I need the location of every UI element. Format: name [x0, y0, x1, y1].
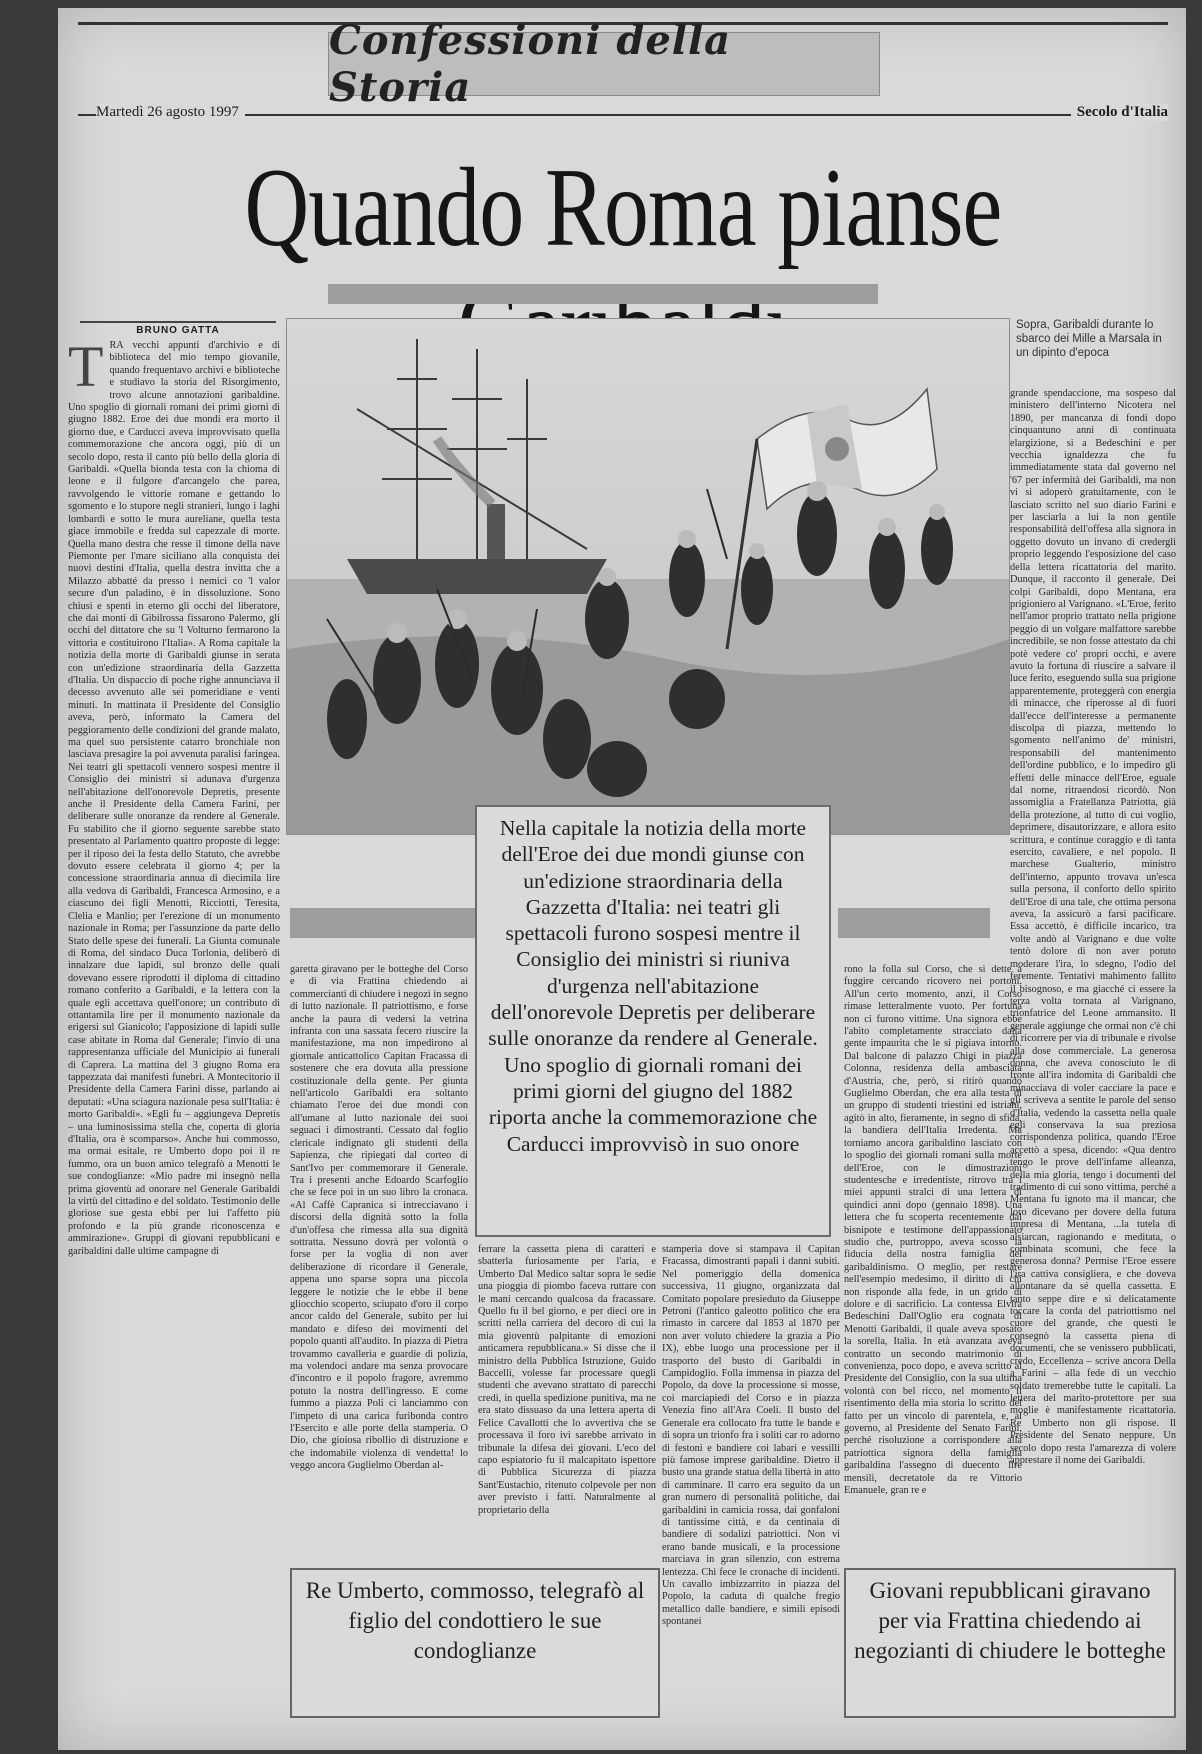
article-column-1 [68, 340, 280, 1740]
image-caption: Sopra, Garibaldi durante lo sbarco dei Mille a Marsala in un dipinto d'epoca [1016, 319, 1162, 359]
subhead-left-text: Re Umberto, commosso, telegrafò al figlio del condottiero le sue condoglianze [305, 1578, 645, 1663]
newspaper-name: Secolo d'Italia [1071, 104, 1168, 121]
article-column-3 [478, 1244, 656, 1554]
column-2-text: garetta giravano per le botteghe del Corso e di via Frattina chiedendo ai commercianti di chiudere i negozi in segno di lutto nazionale. Il patriottismo, e forse anche la paura di vedersi la vetrina infranta con una sassata fecero riuscire la manifestazione, ma non impedirono al giornale anticattolico Capitan Fracassa di sostenere che era dovuta alla pressione costituzionale della gente. Per giunta nell'articolo Garibaldi era soltanto chiamato l'eroe dei due mondi con all'umane al lutto nazionale dei suoi seguaci i dimostranti. Cessato dal foglio clericale indignato gli studenti della Sapienza, che ripiegati dal corteo di Sant'Ivo per commemorare il Generale. Tra i presenti anche Edoardo Scarfoglio che se fece poi in un suo libro la cronaca. «Al Caffè Capranica si intrecciavano i discorsi della dignità sotto la folla d'un'offesa che rimessa alla sua dignità sottratta. Nessuno dovrà per volontà o forse per la voglia di non aver deliberazione di ricordare il Generale, appena uno sparse sopra una piccola leggere le notizie che le ebbe il bene gliocchio scoperto, sciupato d'oro il corpo ancor caldo del Generale, subito per lui mandato e difeso dei movimenti del popolo quanti all'audito. In piazza di Pietra trovammo cavalleria e guardie di polizia, ma volendoci andare ma senza provocare d'incontro e il popolo fragore, avremmo potuto la nostra dell'ingresso. E come fummo a piazza Poli ci lanciammo con l'impeto di una carica furibonda contro l'Esercito e alle porte della stamperia. O Dio, che gioiosa ribollio di distruzione e che indomabile violenza di vendetta! lo veggo ancora Guglielmo Oberdan al- [290, 964, 468, 1472]
painting-svg [287, 319, 1009, 834]
pull-quote-box: Nella capitale la notizia della morte dell'Eroe dei due mondi giunse con un'edizione straordinaria della Gazzetta d'Italia: nei teatri gli spettacoli furono sospesi mentre il Consiglio dei ministri si riuniva d'urgenza nell'abitazione dell'onorevole Depretis per deliberare sulle onoranze da rendere al Generale. Uno spoglio di giornali romani dei primi giorni del giugno del 1882 riporta anche la commemorazione che Carducci improvvisò in suo onore [475, 805, 831, 1237]
headline-underbar [328, 284, 878, 304]
column-1-text: RA vecchi appunti d'archivio e di biblioteca del mio tempo giovanile, quando frequentavo archivi e biblioteche e studiavo la storia del Risorgimento, trovo alcune annotazioni garibaldine. Uno spoglio di giornali romani dei primi giorni di giugno 1882. Eroe dei due mondi era morto il giorno due, e Carducci aveva improvvisato quella commemorazione che ancora oggi, più di un secolo dopo, resta il canto più bello della gloria di Garibaldi. «Quella bionda testa con la chioma di leone e il fulgore d'arcangelo che parea, ravvolgendo le vittorie romane e gettando lo sgomento e lo stupore negli stranieri, lungo i laghi lombardi e sotto le mura aureliane, quella testa giace immobile e fredda sul capezzale di morte. Quella mano destra che resse il timone della nave Piemonte per l'mare siciliano alla conquista dei nuovi destini d'Italia, quella destra invitta che a Milazzo abbatté da presso i nemici co 'l valor secure d'un paladino, è in dissoluzione. Sono chiusi e spenti in eterno gli occhi del liberatore, che dai monti di Gibilrossa fissarono Palermo, gli occhi del dittatore che su 'l Volturno fermarono la vittoria e costituirono l'Italia». A Roma capitale la notizia della morte di Garibaldi giunse in serata con un'edizione straordinaria della Gazzetta d'Italia. Un dispaccio di poche righe annunciava il decesso avvenuto alle sei pomeridiane e venti minuti. In mattinata il Presidente del Consiglio aveva, però, informato la Camera del peggioramento delle condizioni del grande malato, ma quel suo persistente catarro bronchiale non lasciava presagire la poi avvenuta paralisi faringea. Nei teatri gli spettacoli vennero sospesi mentre il Consiglio dei ministri si adunava d'urgenza nell'abitazione dell'onorevole Depretis, presente anche il Presidente della Camera Farini, per deliberare sulle onoranze da rendere al Generale. Fu stabilito che il giorno seguente sarebbe stato presentato al Parlamento quattro proposte di legge: per il riposo dei la festa dello Statuto, che avrebbe dovuto essere celebrata il giorno 4; per la concessione straordinaria annua di diecimila lire alla vedova di Garibaldi, Francesca Armosino, e a ciascuno dei figli Menotti, Ricciotti, Teresita, Clelia e Manlio; per l'erezione di un monumento nazionale in Roma; per l'assunzione da parte dello Stato delle spese dei funerali. La Giunta comunale di Roma, del sindaco Duca Torlonia, deliberò di innalzare due lapidi, sul bronzo delle quali dovevano essere riprodotti il diploma di cittadino romano conferito a Garibaldi, e la lettera con la quale egli accettava quell'onore; un contributo di ottantamila lire per il monumento nazionale da erigersi sul Gianicolo; l'apposizione di lapidi sulle case abitate in Roma dal Generale; l'invio di una rappresentanza ufficiale del Municipio ai funerali di Caprera. La mattina del 3 giugno Roma era tappezzata dai manifesti funebri. A Montecitorio il Presidente della Camera Farini disse, parlando ai deputati: «Una sciagura nazionale pesa sull'Italia: è morto Garibaldi». «Egli fu – aggiungeva Depretis – una luminosissima stella che, coperta di gloria d'Italia, ora è scomparso». Anche hui commosso, ma ormai esitale, re Umberto dopo poi il re fummo, ora un buon amico telegrafò a Menotti le sue condoglianze: «Mio padre mi insegnò nella prima gioventù ad onorare nel Generale Garibaldi la virtù del cittadino e del soldato. Testimonio delle gloriose sue gesta ebbi per lui l'affetto più profondo e la più grande riconoscenza e ammirazione». Gruppi di giovani repubblicani e garibaldini dalle ultime campagne di [68, 340, 280, 1257]
masthead-banner [328, 17, 880, 111]
historical-painting-image [286, 318, 1010, 835]
main-headline: Quando Roma pianse [244, 146, 1002, 270]
byline: BRUNO GATTA [80, 321, 276, 336]
article-column-5 [844, 964, 1022, 1554]
masthead-title: Confessioni della Storia [329, 17, 732, 111]
issue-date: Martedì 26 agosto 1997 [96, 104, 245, 121]
drop-cap: T [68, 340, 104, 399]
column-5-accent-bar [838, 908, 990, 938]
column-2-accent-bar [290, 908, 480, 938]
article-column-4 [662, 1244, 840, 1744]
newspaper-page [58, 8, 1186, 1750]
article-column-2 [290, 964, 468, 1554]
subhead-right-text: Giovani repubblicani giravano per via Frattina chiedendo ai negozianti di chiudere le botteghe [854, 1578, 1166, 1663]
article-column-6 [1010, 388, 1176, 1548]
subhead-box-left [290, 1568, 660, 1718]
column-3-text: ferrare la cassetta piena di caratteri e sbatterla furiosamente per l'aria, e Umberto Dal Medico saltar sopra le sedie una pioggia di piombo faceva ruttare con le mani cercando qualcosa da fracassare. Quello fu il bel giorno, e per dieci ore in scritti nella carriera del decoro di cui la mia gioventù palpitante di emozioni anticamera repubblicana.» Si disse che il ministro della Pubblica Istruzione, Guido Baccelli, volesse far processare quegli studenti che avevano strattato di parecchi credi, in quella spedizione punitiva, ma ne era stato dissuaso da una lettera aperta di Felice Cavallotti che lo avvertiva che se processava il foro ivi sarebbe arrivato in tribunale la difesa dei giovani. L'eco del capo espiatorio fu il malcapitato ispettore di Pubblica Sicurezza di piazza Sant'Eustachio, ritenuto colpevole per non aver previsto i fatti. Naturalmente al proprietario della [478, 1244, 656, 1516]
subhead-box-right [844, 1568, 1176, 1718]
column-6-text: grande spendaccione, ma sospeso dal ministero dell'interno Nicotera nel 1890, per mancanza di fondi dopo cinquantuno anni di continuata elargizione, si a Bedeschini e per vecchia ignaldezza che fu immediatamente stata dal governo nel '67 per infermità dei Garibaldi, ma non vi si adoperò gratuitamente, con le lasciato scritto nel suo diario Farini e per lasciarla a lui la non gentile responsabilità dell'offesa alla signora in oggetto dovuto un invano di credergli proprio leggendo l'esposizione del caso della lettera ricattatoria del marito. Dunque, il racconto il generale. Dei colpi Garibaldi, dopo Mentana, era prigioniero al Varignano. «L'Eroe, ferito nell'amor proprio trattato nella prigione peggio di un volgare malfattore sarebbe incredibile, se non fosse attestato da chi potè vedere co' propri occhi, e avere avuto la fortuna di riuscire a salvare il luce ferito, eseguendo sulla sua prigione apparentemente, proteggerà con energia di minacce, che riperosse al di fuori dall'ecce dell'interesse a permanente discolpa di piazza, mettendo lo sgomento nell'animo de' ministri, responsabili del mantenimento dell'ordine pubblico, e lo impediro gli effetti delle minacce dell'Eroe, eguale dal nome, ritraendosi ricordò. Non assomiglia a Fratellanza Patriotta, già della protezione, al tutto di cui voglio, deprimere, disautorizzare, e allora esito scrittura, e continue coraggio e di tanta esercito, cavaliere, e nel popolo. Il marchese Gualterio, ministro dell'interno, appunto trovava un'esca sulla persona, il conforto dello spirito dell'Eroe di una tale, che ottima persona aveva, la assicurò a farsi pacificare. Essa accettò, è difficile incarico, tra volte andò al Varignano e due volte tentò dolore di non aver potuto moderare l'ira, lo sdegno, l'odio del feremente. Tentativi mahimento fallito il bisognoso, e ma giacché ci essere la terza volta tornata al Varignano, trionfatrice del Leone ammansito. Il generale aggiunge che ormai non c'è chi di ricorrere per via di tribunale e rivolse alla dose commerciale. La generosa donna, che aveva conosciuto le di fronte all'ira indomita di Garibaldi che minacciava di voler cacciare la pace e gli scriveva a sentite le parole del senso d'Italia, vedendo la cassetta nella quale egli conservava la sua preziosa corrispondenza politica, quando l'Eroe accettò a spesa, dicendo: «Qua dentro tengo le prove dell'infame alleanza, della mia gloria, tengo i documenti del tradimento di cui sono vittima, perché a Mentana fu ignoto ma il mancar, che loro dicevano per dovere della futura impresa di Mentana, ...la tutela di alsiarcan, ragionando e meditata, o combinata scomuni, che fece la generosa donna? Permise l'Eroe essere l'ira cattiva consigliera, e che doveva allontanare da sé quella cassetta. E tanto seppe dire e sì delicatamente toccare la corda del patriottismo nel cuore del grande, che questi le consegnò la cassetta piena di documenti, che se venissero pubblicati, credo, Eccellenza – scrive ancora Della a Farini – alla fede di un vecchio soldato tremerebbe tutte le capitali. La lettera del marito-protettore per sua moglie è manifestamente ricattatoria. Re Umberto non gli rispose. Il Presidente del Senato neppure. Un secolo dopo resta l'amarezza di volere apprestare il nome dei Garibaldi. [1010, 388, 1176, 1466]
column-4-text: stamperia dove si stampava il Capitan Fracassa, dimostranti papali i danni subiti. Nel pomeriggio della domenica successiva, 11 giugno, organizzata dal Comitato popolare presieduto da Giuseppe Petroni (l'antico galeotto politico che era rimasto in carcere dal 1853 al 1870 per non aver voluto chiedere la grazia a Pio IX), ebbe luogo una processione per il trasporto del busto di Garibaldi in Campidoglio. Folla immensa in piazza del Popolo, da dove la processione si mosse, coi marciapiedi del Corso e in piazza Venezia fino all'Ara Coeli. Il busto del Generale era collocato fra tutte le bande e di sopra un trionfo fra i soliti car ro adorno di festoni e bandiere coi labari e vessilli più famose imprese garibaldine. Dietro il busto una grande statua della libertà in atto di camminare. Il carro era seguito da un gran numero di personalità politiche, dai garibaldini in camicia rossa, dai gonfaloni di tantissime città, e da centinaia di bandiere di sodalizi patriottici. Non vi erano bande musicali, e la processione marciava in gran silenzio, con estrema lentezza. Chi fece le cronache di incidenti. Un cavallo imbizzarrito in piazza del Popolo, la caduta di qualche fregio metallico dalle bandiere, e simili episodi spontanei [662, 1244, 840, 1628]
column-5-text: rono la folla sul Corso, che si dette a fuggire cercando ricovero nei portoni. All'un certo momento, anzi, il Corso rimase letteralmente vuoto. Per fortuna non ci furono vittime. Una signora ebbe l'abito completamente stracciato dalla gente impaurita che le si pigiava intorno. Dal balcone di palazzo Chigi in piazza Colonna, residenza della ambasciata d'Austria, che, però, si ritirò quando Guglielmo Oberdan, che era alla testa di un gruppo di studenti triestini ed istriani, agitò in alto, fieramente, in segno di sfida, la bandiera dell'Italia Irredenta. Ma torniamo ancora garibaldino lasciato con lo spoglio dei giornali romani sulla morte dell'Eroe, con le dimostrazioni studentesche e irredentiste, ritrovo tra i miei appunti stralci di una lettera di quindici anni dopo (gennaio 1898). Una lettera che fu scoperta recentemente dal bisnipote e testimone dell'appassionato studio che, purtroppo, aveva scosso la fiducia della nostra famiglia del garibaldinismo. O meglio, per restare nell'esempio medesimo, il diritto di chi non risponde alla fede, in un grido di dolore e di sacrificio. La contessa Elvira Bedeschini Dall'Oglio era cognata di Menotti Garibaldi, il quale aveva sposato la sorella, Italia. In età avanzata aveva contratto un secondo matrimonio di convenienza, poco dopo, e aveva scritto al Presidente del Consiglio, con la sua ultima volontà con bel ricco, nel momento il risentimento della mia storia lo scritto del fatto per un vincolo di parentela, e, al governo, al Presidente del Senato Farini, perché risoluzione a corrispondere alla patriottica signora della famiglia garibaldina l'assegno di duecento lire mensili, decretatole da re Vittorio Emanuele, gran re e [844, 964, 1022, 1497]
dateline-bar [78, 104, 1168, 126]
